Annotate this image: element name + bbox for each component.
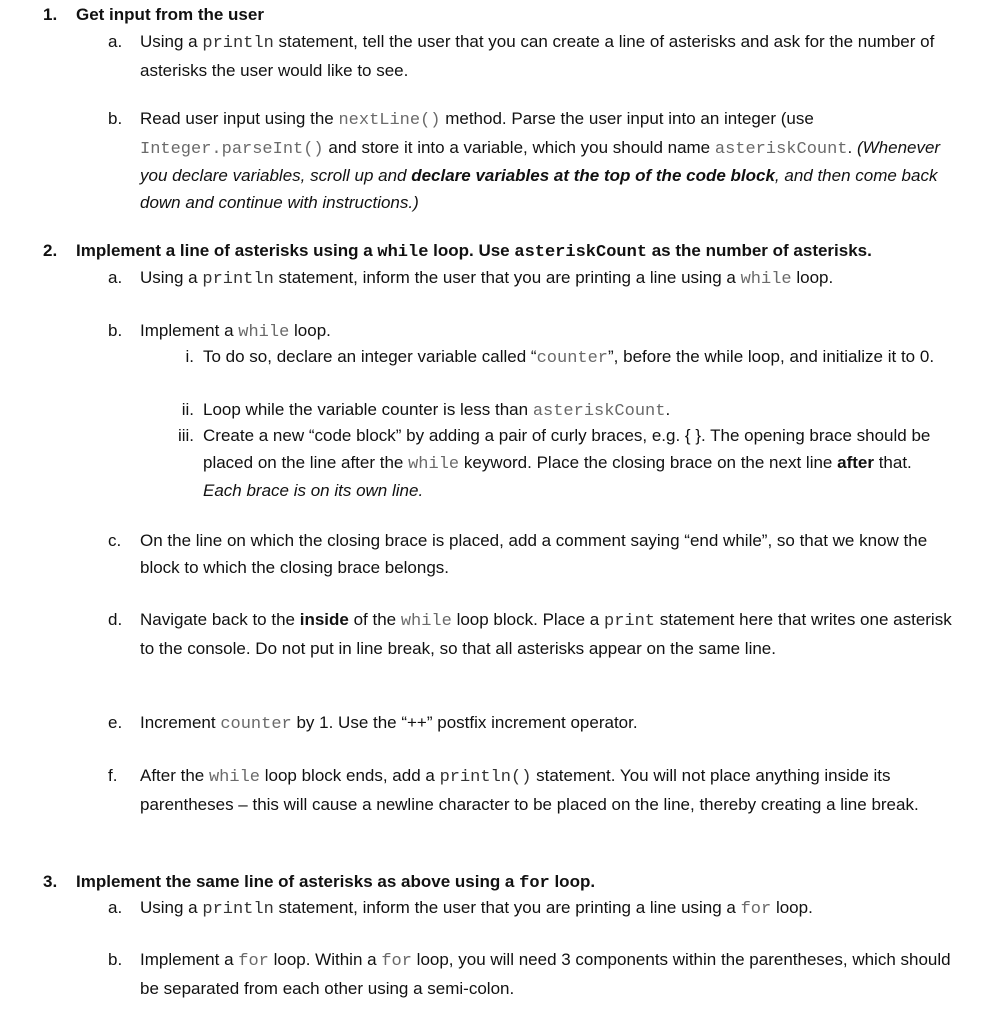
step-2d <box>108 607 968 662</box>
step-text: Using a println statement, inform the user that you are printing a line using a for loop. <box>140 898 813 919</box>
step-text: Implement a for loop. Within a for loop, you will need 3 components within the parentheses, which should be separated from each other using a semi-colon. <box>140 950 951 998</box>
step-text: Using a println statement, inform the user that you are printing a line using a while loop. <box>140 268 834 289</box>
step-text: Read user input using the nextLine() method. Parse the user input into an integer (use Integer.parseInt() and store it into a variable, which you should name asteriskCount. (Whenever you declare variables, scroll up and declare variables at the top of the code block, and then come back down and continue with instructions.) <box>140 109 941 212</box>
step-label: b. <box>108 950 123 969</box>
step-2f <box>108 763 968 818</box>
step-label: a. <box>108 898 123 917</box>
step-1b <box>108 106 968 216</box>
section-title: Get input from the user <box>76 5 264 24</box>
step-label: b. <box>108 109 123 128</box>
step-1a <box>108 29 968 84</box>
step-3b <box>108 947 968 1002</box>
step-label: c. <box>108 531 122 550</box>
step-2a <box>108 265 968 294</box>
step-2b-iii <box>160 423 950 505</box>
section-1-heading <box>43 2 983 29</box>
step-label: b. <box>108 321 123 340</box>
step-label: a. <box>108 268 123 287</box>
step-text: Create a new “code block” by adding a pair of curly braces, e.g. { }. The opening brace should be placed on the line after the while keyword. Place the closing brace on the next line after that. Each brace is on its own line. <box>203 426 931 500</box>
step-label: a. <box>108 32 123 51</box>
step-label: d. <box>108 610 123 629</box>
step-2e <box>108 710 968 739</box>
step-3a <box>108 895 968 924</box>
step-text: Implement a while loop. <box>140 321 331 342</box>
step-2b-i <box>160 344 950 373</box>
step-label: ii. <box>181 400 194 419</box>
step-text: To do so, declare an integer variable called “counter”, before the while loop, and initialize it to 0. <box>203 347 935 368</box>
section-number: 3. <box>43 872 58 891</box>
section-title: Implement the same line of asterisks as above using a for loop. <box>76 872 596 893</box>
step-label: f. <box>108 766 118 785</box>
step-2b-ii <box>160 397 950 426</box>
section-3-heading <box>43 869 983 898</box>
section-2-heading <box>43 238 983 267</box>
step-label: i. <box>185 347 194 366</box>
step-text: Increment counter by 1. Use the “++” postfix increment operator. <box>140 713 638 734</box>
step-text: Loop while the variable counter is less than asteriskCount. <box>203 400 671 421</box>
step-label: iii. <box>177 426 194 445</box>
section-number: 2. <box>43 241 58 260</box>
step-text: On the line on which the closing brace is placed, add a comment saying “end while”, so that we know the block to which the closing brace belongs. <box>140 531 928 577</box>
step-2b <box>108 318 968 347</box>
section-title: Implement a line of asterisks using a while loop. Use asteriskCount as the number of asterisks. <box>76 241 872 262</box>
step-label: e. <box>108 713 123 732</box>
step-text: After the while loop block ends, add a println() statement. You will not place anything inside its parentheses – this will cause a newline character to be placed on the line, thereby creating a line break. <box>140 766 919 814</box>
step-text: Navigate back to the inside of the while loop block. Place a print statement here that writes one asterisk to the console. Do not put in line break, so that all asterisks appear on the same line. <box>140 610 952 658</box>
section-number: 1. <box>43 5 58 24</box>
step-text: Using a println statement, tell the user that you can create a line of asterisks and ask for the number of asterisks the user would like to see. <box>140 32 935 80</box>
step-2c <box>108 528 968 581</box>
